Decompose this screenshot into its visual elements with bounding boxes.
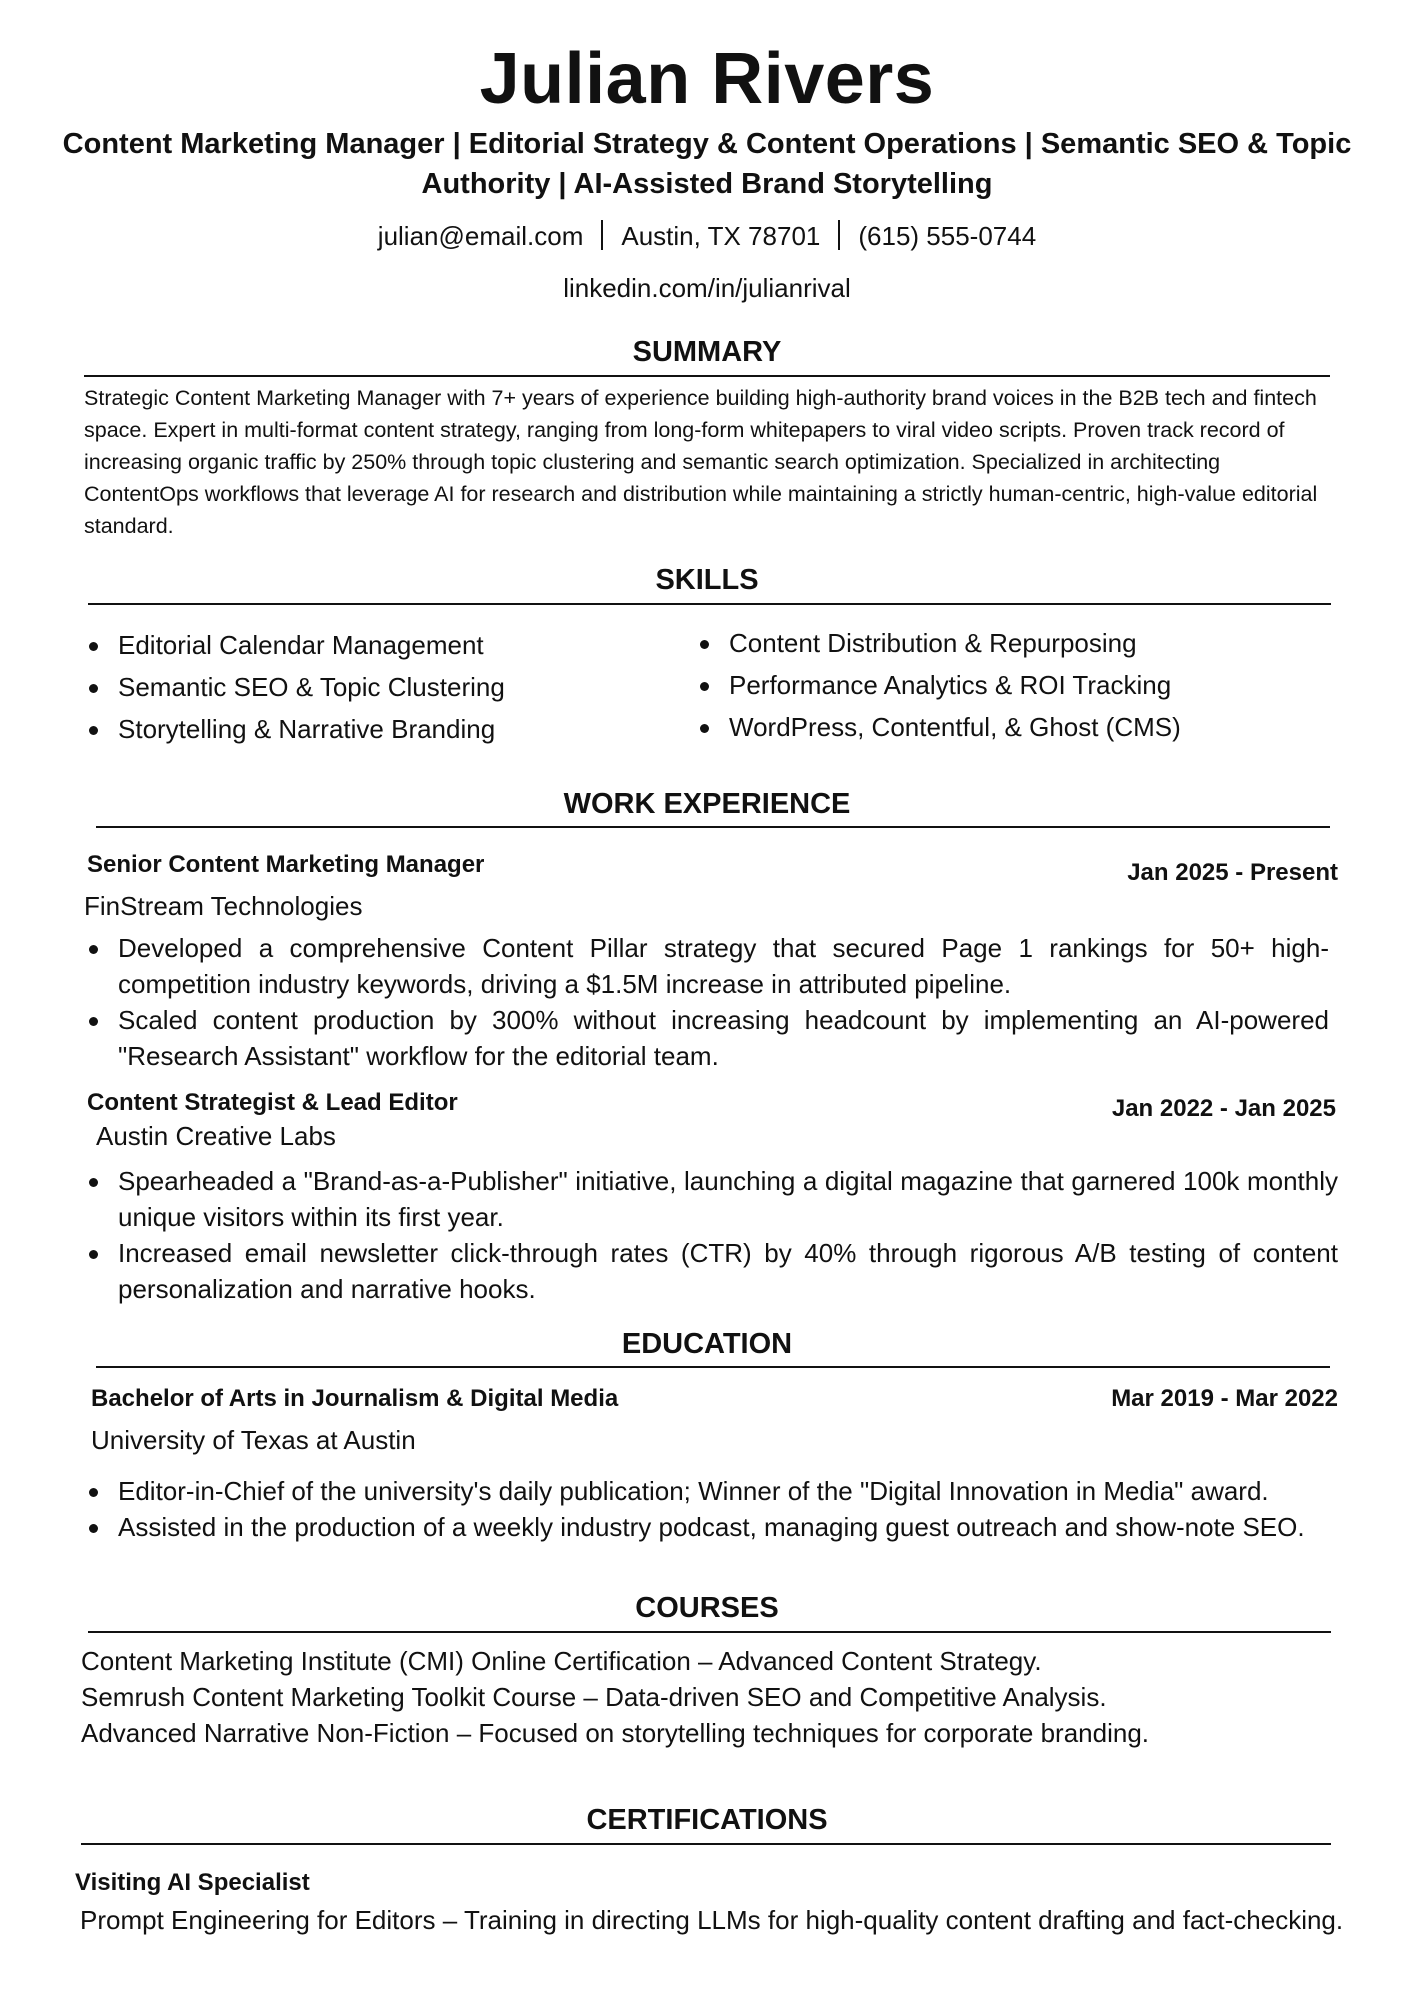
education-bullet: Assisted in the production of a weekly industry podcast, managing guest outreach and show-note SEO. bbox=[84, 1509, 1344, 1545]
experience-heading: WORK EXPERIENCE bbox=[563, 788, 851, 820]
skill-item: Semantic SEO & Topic Clustering bbox=[84, 669, 664, 705]
contact-divider bbox=[838, 220, 840, 250]
job-dates: Jan 2025 - Present bbox=[1127, 859, 1338, 886]
section-divider bbox=[88, 603, 1331, 605]
location-text: Austin, TX 78701 bbox=[621, 221, 821, 251]
candidate-name: Julian Rivers bbox=[479, 39, 935, 119]
certification-name: Visiting AI Specialist bbox=[75, 1869, 310, 1896]
phone-text: (615) 555-0744 bbox=[858, 221, 1037, 251]
section-divider bbox=[96, 1366, 1330, 1368]
job-title: Senior Content Marketing Manager bbox=[87, 851, 485, 878]
company-name: FinStream Technologies bbox=[84, 891, 363, 921]
course-item: Content Marketing Institute (CMI) Online Certification – Advanced Content Strategy. bbox=[81, 1646, 1042, 1676]
education-dates: Mar 2019 - Mar 2022 bbox=[1111, 1385, 1338, 1412]
skill-item: Performance Analytics & ROI Tracking bbox=[695, 667, 1295, 703]
contact-divider bbox=[601, 220, 603, 250]
job-bullets bbox=[84, 930, 1329, 1074]
course-item: Advanced Narrative Non-Fiction – Focused on storytelling techniques for corporate branding. bbox=[81, 1718, 1150, 1748]
courses-heading: COURSES bbox=[635, 1592, 779, 1624]
summary-heading: SUMMARY bbox=[632, 336, 782, 368]
course-item: Semrush Content Marketing Toolkit Course – Data-driven SEO and Competitive Analysis. bbox=[81, 1682, 1107, 1712]
skills-list-right bbox=[695, 625, 1295, 751]
certifications-heading: CERTIFICATIONS bbox=[586, 1804, 828, 1836]
job-title: Content Strategist & Lead Editor bbox=[87, 1089, 458, 1116]
skill-item: Content Distribution & Repurposing bbox=[695, 625, 1295, 661]
education-heading: EDUCATION bbox=[621, 1328, 793, 1360]
contact-line bbox=[0, 218, 1414, 254]
summary-text: Strategic Content Marketing Manager with 7+ years of experience building high-authority brand voices in the B2B tech and fintech space. Expert in multi-format content strategy, ranging from long-form whitepapers to viral video scripts. Proven track record of increasing organic traffic by 250% through topic clustering and semantic search optimization. Specialized in architecting ContentOps workflows that leverage AI for research and distribution while maintaining a strictly human-centric, high-value editorial standard. bbox=[84, 386, 1318, 538]
school-name: University of Texas at Austin bbox=[91, 1425, 416, 1455]
section-divider bbox=[81, 1843, 1331, 1845]
job-bullet: Scaled content production by 300% without increasing headcount by implementing an AI-powered "Research Assistant" workflow for the editorial team. bbox=[84, 1002, 1329, 1074]
skill-item: Editorial Calendar Management bbox=[84, 627, 664, 663]
company-name: Austin Creative Labs bbox=[96, 1121, 336, 1151]
linkedin-text: linkedin.com/in/julianrival bbox=[563, 273, 851, 303]
degree-title: Bachelor of Arts in Journalism & Digital Media bbox=[91, 1385, 619, 1412]
section-divider bbox=[88, 1631, 1331, 1633]
job-bullet: Spearheaded a "Brand-as-a-Publisher" initiative, launching a digital magazine that garnered 100k monthly unique visitors within its first year. bbox=[84, 1163, 1338, 1235]
courses-list bbox=[81, 1643, 1331, 1751]
certification-detail: Prompt Engineering for Editors – Training in directing LLMs for high-quality content drafting and fact-checking. bbox=[80, 1905, 1344, 1935]
skills-heading: SKILLS bbox=[655, 564, 759, 596]
job-bullets bbox=[84, 1163, 1338, 1307]
email-text: julian@email.com bbox=[377, 221, 584, 251]
skills-list-left bbox=[84, 627, 664, 753]
section-divider bbox=[96, 826, 1330, 828]
education-bullet: Editor-in-Chief of the university's daily publication; Winner of the "Digital Innovation in Media" award. bbox=[84, 1473, 1344, 1509]
job-dates: Jan 2022 - Jan 2025 bbox=[1111, 1095, 1336, 1122]
job-bullet: Developed a comprehensive Content Pillar strategy that secured Page 1 rankings for 50+ high-competition industry keywords, driving a $1.5M increase in attributed pipeline. bbox=[84, 930, 1329, 1002]
job-bullet: Increased email newsletter click-through rates (CTR) by 40% through rigorous A/B testing of content personalization and narrative hooks. bbox=[84, 1235, 1338, 1307]
skill-item: Storytelling & Narrative Branding bbox=[84, 711, 664, 747]
professional-headline: Content Marketing Manager | Editorial Strategy & Content Operations | Semantic SEO & Topic Authority | AI-Assisted Brand Storytelling bbox=[62, 128, 1352, 200]
education-bullets bbox=[84, 1473, 1344, 1545]
section-divider bbox=[84, 375, 1330, 377]
skill-item: WordPress, Contentful, & Ghost (CMS) bbox=[695, 709, 1295, 745]
